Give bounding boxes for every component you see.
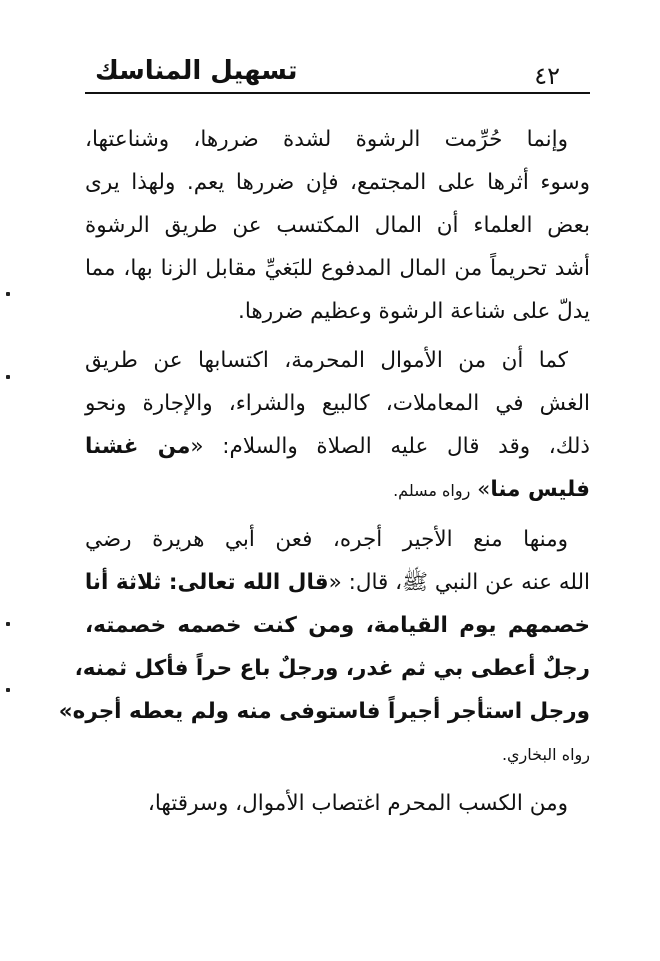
paragraph-theft	[85, 782, 590, 825]
text-line: وإنما حُرِّمت الرشوة لشدة ضررها، وشناعتها،	[85, 127, 568, 152]
scan-mark	[6, 688, 10, 692]
hadith-source: رواه البخاري.	[501, 745, 590, 764]
text-line: أشد تحريماً من المال المدفوع للبَغيِّ مقابل الزنا بها، مما	[85, 256, 590, 281]
hadith-text: من غشنا	[85, 434, 191, 459]
text-line	[85, 468, 590, 512]
page-header	[85, 52, 590, 94]
scan-mark	[6, 622, 10, 626]
text-line: يدلّ على شناعة الرشوة وعظيم ضررها.	[238, 299, 590, 324]
text-line: وسوء أثرها على المجتمع، فإن ضررها يعم. ولهذا يرى	[85, 170, 590, 195]
text-line	[85, 425, 590, 468]
paragraph-wages	[58, 518, 590, 776]
paragraph-bribery	[85, 118, 590, 333]
hadith-text: قال الله تعالى: ثلاثة أنا	[84, 570, 329, 595]
scan-mark	[6, 375, 10, 379]
text-line: بعض العلماء أن المال المكتسب عن طريق الرشوة	[85, 213, 590, 238]
page-number: ٤٢	[534, 62, 560, 90]
body-text	[58, 118, 590, 831]
scan-mark	[6, 292, 10, 296]
hadith-line: خصمهم يوم القيامة، ومن كنت خصمه خصمته،	[85, 613, 590, 638]
hadith-text: فليس منا	[490, 477, 590, 502]
text-line: ومن الكسب المحرم اغتصاب الأموال، وسرقتها،	[147, 791, 568, 816]
hadith-line: ورجل استأجر أجيراً فاستوفى منه ولم يعطه أجره»	[58, 699, 590, 724]
hadith-line: رجلٌ أعطى بي ثم غدر، ورجلٌ باع حراً فأكل ثمنه،	[74, 656, 590, 681]
text-line: الغش في المعاملات، كالبيع والشراء، والإجارة ونحو	[85, 391, 590, 416]
hadith-source: رواه مسلم.	[393, 481, 471, 500]
text-line: ومنها منع الأجير أجره، فعن أبي هريرة رضي	[85, 527, 568, 552]
text-segment: الله عنه عن النبي ﷺ، قال: «	[328, 570, 590, 595]
text-segment: »	[470, 477, 491, 502]
book-title: تسهيل المناسك	[95, 56, 298, 86]
paragraph-cheating	[85, 339, 590, 512]
text-line: كما أن من الأموال المحرمة، اكتسابها عن طريق	[85, 348, 568, 373]
text-line	[85, 561, 590, 604]
text-segment: ذلك، وقد قال عليه الصلاة والسلام: «	[190, 434, 590, 459]
